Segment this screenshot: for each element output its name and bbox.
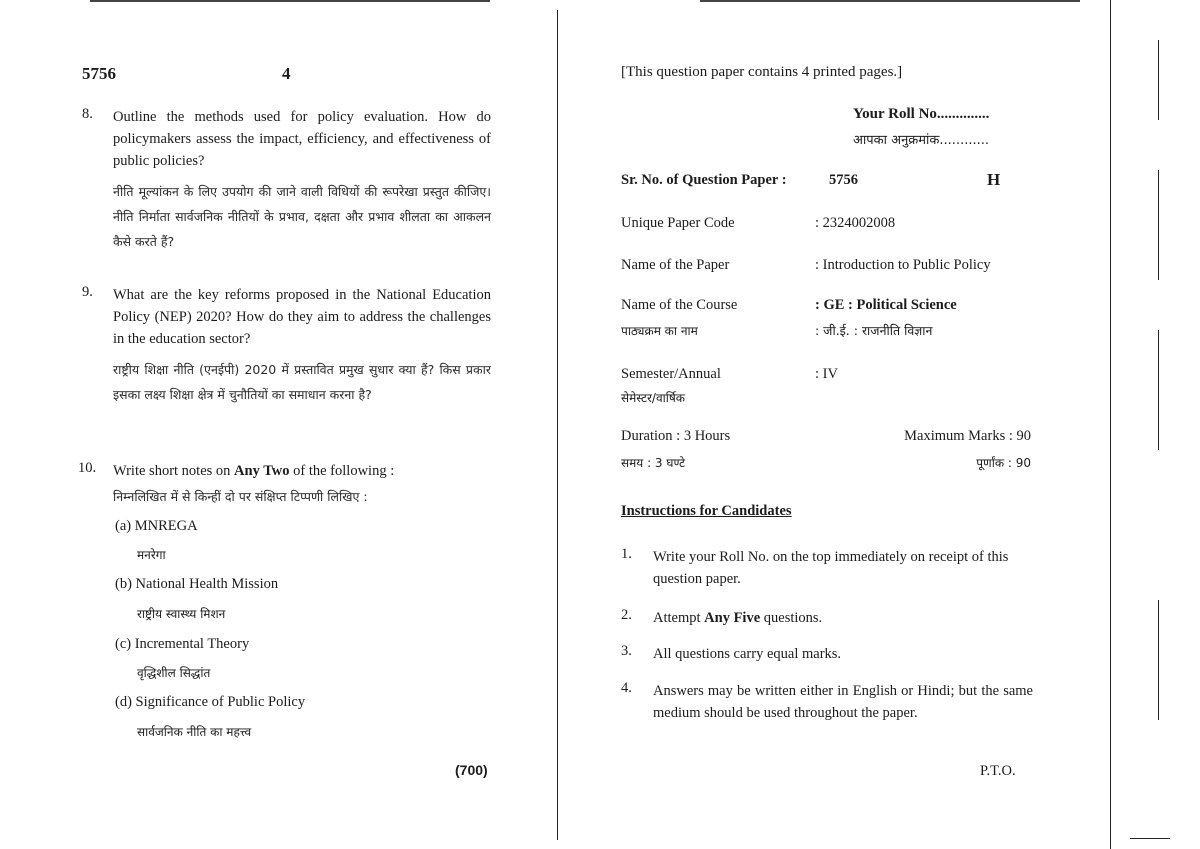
- scan-edge-mark-1: [1158, 40, 1159, 120]
- instruction-number: 2.: [621, 607, 632, 623]
- upc-label: Unique Paper Code: [621, 215, 735, 231]
- course-value: : GE : Political Science: [815, 297, 957, 313]
- question-8-hindi: नीति मूल्यांकन के लिए उपयोग की जाने वाली विधियों की रूपरेखा प्रस्तुत कीजिए। नीति निर्माता सार्वजनिक नीतियों के प्रभाव, दक्षता और प्रभाव शीलता का आकलन कैसे करते हैं?: [113, 184, 491, 249]
- instruction-number: 4.: [621, 680, 632, 696]
- question-number: 10.: [78, 460, 97, 476]
- scan-top-border-left: [90, 0, 490, 2]
- scan-corner-mark: [1130, 838, 1170, 839]
- course-label: Name of the Course: [621, 297, 738, 313]
- option-c-hindi: वृद्धिशील सिद्धांत: [137, 666, 211, 680]
- header-note: [This question paper contains 4 printed pages.]: [621, 64, 903, 80]
- scan-edge-mark-4: [1158, 600, 1159, 720]
- duration: Duration : 3 Hours: [621, 428, 731, 444]
- question-8-english: Outline the methods used for policy evaluation. How do policymakers assess the impact, efficiency, and effectiveness of public policies?: [113, 109, 491, 169]
- paper-code: 5756: [82, 64, 116, 83]
- course-value-hindi: : जी.ई. : राजनीति विज्ञान: [815, 323, 933, 338]
- instruction-item: Answers may be written either in English or Hindi; but the same medium should be used throughout the paper.: [653, 683, 1033, 721]
- semester-value: : IV: [815, 366, 838, 382]
- instruction-item: Write your Roll No. on the top immediately on receipt of this question paper.: [653, 549, 1009, 587]
- question-number: 9.: [82, 284, 93, 300]
- option-b: (b) National Health Mission: [115, 576, 279, 592]
- page-number: 4: [282, 64, 291, 83]
- paper-set: H: [987, 170, 1001, 189]
- instruction-number: 1.: [621, 546, 632, 562]
- roll-no-hindi: आपका अनुक्रमांक............: [853, 133, 989, 148]
- page-divider: [557, 10, 558, 840]
- question-9-english: What are the key reforms proposed in the National Education Policy (NEP) 2020? How do they aim to address the challenges in the education sector?: [113, 287, 491, 347]
- pto: P.T.O.: [980, 763, 1016, 779]
- max-marks: Maximum Marks : 90: [904, 428, 1031, 444]
- scan-edge-mark-3: [1158, 330, 1159, 450]
- option-b-hindi: राष्ट्रीय स्वास्थ्य मिशन: [137, 607, 226, 621]
- instruction-number: 3.: [621, 643, 632, 659]
- semester-label: Semester/Annual: [621, 366, 721, 382]
- sr-no-label: Sr. No. of Question Paper :: [621, 172, 787, 188]
- paper-name-value: : Introduction to Public Policy: [815, 257, 991, 273]
- roll-no-english: Your Roll No..............: [853, 106, 990, 122]
- question-10-hindi: निम्नलिखित में से किन्हीं दो पर संक्षिप्त टिप्पणी लिखिए :: [113, 489, 368, 504]
- option-a: (a) MNREGA: [115, 518, 198, 534]
- scan-edge-mark-2: [1158, 170, 1159, 280]
- option-d: (d) Significance of Public Policy: [115, 694, 306, 710]
- option-c: (c) Incremental Theory: [115, 636, 250, 652]
- question-number: 8.: [82, 106, 93, 122]
- paper-name-label: Name of the Paper: [621, 257, 730, 273]
- copies-count: (700): [455, 762, 488, 778]
- upc-value: : 2324002008: [815, 215, 896, 231]
- question-10-english: Write short notes on Any Two of the following :: [113, 463, 395, 479]
- scan-top-border-right: [700, 0, 1080, 2]
- duration-hindi: समय : 3 घण्टे: [621, 456, 686, 470]
- question-9-hindi: राष्ट्रीय शिक्षा नीति (एनईपी) 2020 में प्रस्तावित प्रमुख सुधार क्या हैं? किस प्रकार इसका लक्ष्य शिक्षा क्षेत्र में चुनौतियों का समाधान करना है?: [113, 362, 491, 402]
- instruction-item: Attempt Any Five questions.: [653, 610, 823, 626]
- semester-label-hindi: सेमेस्टर/वार्षिक: [621, 391, 685, 405]
- instructions-title: Instructions for Candidates: [621, 503, 792, 519]
- course-label-hindi: पाठ्यक्रम का नाम: [621, 324, 698, 338]
- right-page-edge: [1110, 0, 1111, 849]
- option-a-hindi: मनरेगा: [137, 548, 166, 562]
- sr-no-value: 5756: [829, 172, 858, 188]
- max-marks-hindi: पूर्णांक : 90: [976, 456, 1031, 470]
- instruction-item: All questions carry equal marks.: [653, 646, 842, 662]
- option-d-hindi: सार्वजनिक नीति का महत्त्व: [137, 725, 252, 739]
